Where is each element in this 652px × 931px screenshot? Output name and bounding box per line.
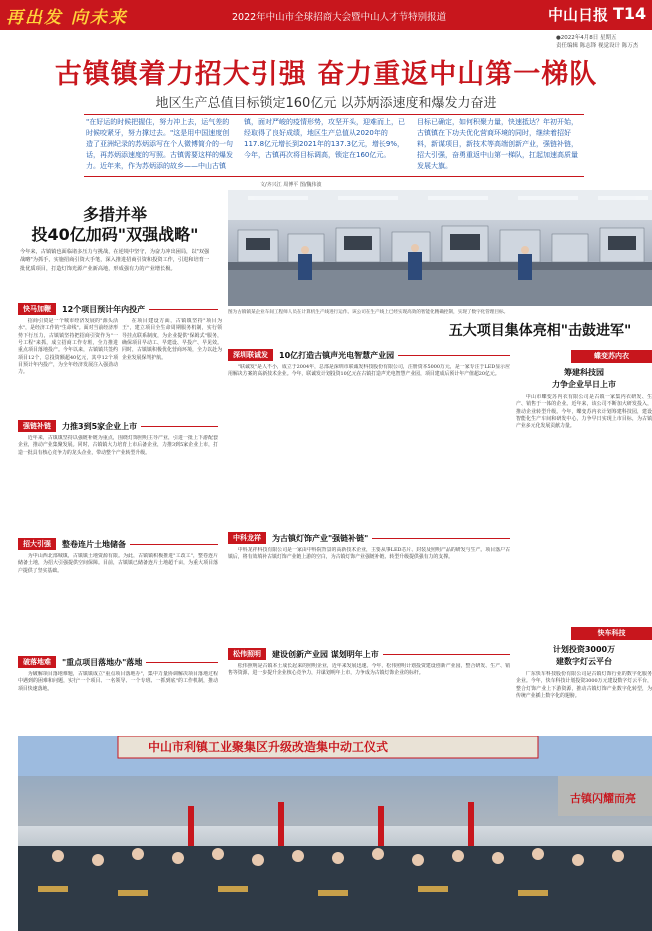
section-1-text: 招商引资是一个城市经济发展的"源头活水"，是经济工作的"生命线"。面对当前经济形势下行压力，古镇镇坚持把招商引资作为"一号工程"来抓，成立招商工作专班，全力推进重点项目落地投产。今年以来，古镇镇共签约项目12个，总投资额超40亿元，其中12个项目预计年内投产，为全年经济发展注入强劲动力。 xyxy=(18,318,118,376)
section-header-3 xyxy=(18,538,218,550)
lede-bottom-rule xyxy=(84,176,584,177)
section-tag: 强链补链 xyxy=(18,420,56,432)
newspaper-logo: 中山日报 xyxy=(548,6,609,24)
section-title: 12个项目预计年内投产 xyxy=(62,304,146,314)
section-tag: 招大引强 xyxy=(18,538,56,550)
right-column-tag-1: 蝶变苏内衣 xyxy=(571,350,652,363)
section-7-text: 松伟照明是古镇本土成长起来的照明企业，近年来发展迅速。今年，松伟照明计划投资建设创新产业园，整合研发、生产、销售等资源，进一步提升企业核心竞争力，并谋划明年上市，力争成为古镇灯饰企业的标杆。 xyxy=(228,663,510,677)
section-6-text: 中科龙祥科技有限公司是一家由中科院背景的高新技术企业，主要从事LED芯片、封装及照明产品的研发与生产。项目落户古镇后，将有效填补古镇灯饰产业链上游的空白，为古镇灯饰产业强链补链、转型升级提供强有力的支撑。 xyxy=(228,547,510,561)
section-tag: 快马加鞭 xyxy=(18,303,56,315)
right-column-heading-2b: 建数字灯云平台 xyxy=(556,657,612,666)
masthead-subtitle: 2022年中山市全球招商大会暨中山人才节特别报道 xyxy=(232,12,447,23)
factory-illustration xyxy=(228,190,652,306)
five-projects-heading: 五大项目集体亮相"击鼓进军" xyxy=(448,323,632,339)
right-column-text-2: 广东快车科技股份有限公司是古镇灯饰行业的数字化服务企业。今年，快车科技计划投资3000万元建设数字灯云平台，整合灯饰产业上下游资源，推动古镇灯饰产业数字化转型，为传统产业插上数字化的翅膀。 xyxy=(516,671,652,700)
section-rule xyxy=(372,538,510,539)
section-rule xyxy=(146,662,218,663)
section-title: 建设创新产业园 谋划明年上市 xyxy=(272,649,379,659)
masthead-slogan: 再出发 向未来 xyxy=(6,8,128,28)
section-header-2 xyxy=(18,420,218,432)
section-rule xyxy=(383,654,510,655)
issue-date: ●2022年4月8日 星期五 xyxy=(556,35,617,41)
right-column-heading-1b: 力争企业早日上市 xyxy=(552,380,616,389)
right-column-text-1: 中山市蝶变苏内衣有限公司是古镇一家集内衣研发、生产、销售于一体的企业。近年来，该公司不断加大研发投入，推动企业转型升级。今年，蝶变苏内衣计划筹建科技园，建设智能化生产车间和研发中心，力争早日实现上市目标，为古镇产业多元化发展贡献力量。 xyxy=(516,394,652,430)
section-rule xyxy=(398,355,510,356)
section-header-6 xyxy=(228,532,510,544)
section-2-text: 近年来，古镇镇坚持以强链补链为重点，围绕灯饰照明主导产业，引进一批上下游配套企业，推动产业集聚发展。同时，古镇镇大力培育上市后备企业，力推3到5家企业上市，打造一批具有核心竞争力的龙头企业，带动整个产业转型升级。 xyxy=(18,435,218,456)
section-header-4 xyxy=(18,656,218,668)
ceremony-photo xyxy=(18,736,652,931)
feature-title-line2: 投40亿加码"双强战略" xyxy=(31,225,199,244)
lede-paragraph-2: 镇，面对严峻的疫情形势，攻坚开头，迎难而上，已经取得了良好成绩，地区生产总值从2020年的117.8亿元增长到2021年的137.3亿元，增长9%，今年，古镇再次将目标调高，锁定在160亿元。 xyxy=(244,118,405,159)
section-4-text: 为破解项目落地难题，古镇镇成立"重点项目落地办"，集中力量协调解决项目落地过程中遇到的困难和问题，实行"一个项目、一名领导、一个专班、一抓到底"的工作机制，推动项目快速落地。 xyxy=(18,671,218,692)
photo-caption: 图为古镇镇某企业车间工程师人员在计算机生产线进行运作。该公司在生产线上已经实现高效的智能化精确控制，实现了数字化管理目标。 xyxy=(228,310,509,315)
page-number: T14 xyxy=(613,4,647,23)
right-column-tag-2: 快车科技 xyxy=(571,627,652,640)
lede-paragraph-3: 目标已确定，如何积聚力量，快速抵达？年初开始，古镇镇在下功夫优化营商环境的同时，继续着招好料，新谋项目，新技术等高端创新产业，强链补链，招大引强，奋勇重返中山第一梯队，扛起加速高质量发展大旗。 xyxy=(417,118,578,170)
ceremony-banner-text-right: 古镇闪耀而亮 xyxy=(570,792,636,805)
section-tag: 松伟照明 xyxy=(228,648,266,660)
section-title: 10亿打造古镇声光电智慧产业园 xyxy=(279,350,395,360)
section-rule xyxy=(149,309,218,310)
feature-lede: 今年来，古镇镇也面临诸多压力与挑战，在逆境中坚守，为奋力冲出困局，以"双强战略"为抓手，实施招商引资大手笔，深入推进招商引资和投资工作，引进和培育一批优质项目，打造灯饰光源产业新高地，形成强有力的产业增长极。 xyxy=(20,249,210,272)
right-column-heading-1a: 筹建科技园 xyxy=(564,368,604,377)
section-header-5 xyxy=(228,349,510,361)
section-3-text: 为中山西北部城镇，古镇镇土地资源有限。为此，古镇镇积极推进"工改工"，整卷连片储备土地，为招大引强提供空间保障。目前，古镇镇已储备连片土地超千亩，为重大项目落户提供了坚实基础。 xyxy=(18,553,218,574)
editor-credit: 责任编辑 陈志锋 视觉设计 陈万杰 xyxy=(556,43,639,49)
section-header-1 xyxy=(18,303,218,315)
section-title: 为古镇灯饰产业"强链补链" xyxy=(272,533,369,543)
section-title: 整卷连片土地储备 xyxy=(62,539,126,549)
photo-credit: 文/齐兴江 周博平 图/魏伟波 xyxy=(260,182,322,188)
ceremony-banner-text: 中山市利镇工业聚集区升级改造集中动工仪式 xyxy=(148,740,389,754)
section-1-text-continued: 在项目建设方面，古镇镇坚持"项目为王"，建立项目全生命周期服务机制，实行领导挂点联系制度，为企业提供"保姆式"服务，确保项目早动工、早建设、早投产、早见效。同时，古镇镇积极优化营商环境，全力以赴为企业发展保驾护航。 xyxy=(122,318,222,361)
page-headline: 古镇镇着力招大引强 奋力重返中山第一梯队 xyxy=(54,59,598,90)
section-tag: 深圳联诚发 xyxy=(228,349,273,361)
section-header-7 xyxy=(228,648,510,660)
factory-photo xyxy=(228,190,652,306)
section-rule xyxy=(130,544,218,545)
lede-top-rule xyxy=(84,114,584,115)
ceremony-illustration xyxy=(18,736,652,931)
section-tag: 中科龙祥 xyxy=(228,532,266,544)
section-5-text: "联诚发"是人不小，成立于2004年，总部是深圳市联诚发科技股份有限公司，注册资本5000万元，是一家专注于LED显示应用解决方案的高新技术企业。今年，联诚发计划投资10亿元在古镇打造声光电智慧产业园，项目建成后预计年产值超20亿元。 xyxy=(228,364,510,378)
right-column-heading-2a: 计划投资3000万 xyxy=(552,645,616,654)
section-tag: 破落地难 xyxy=(18,656,56,668)
section-rule xyxy=(141,426,218,427)
page-subheadline: 地区生产总值目标锁定160亿元 以苏炳添速度和爆发力奋进 xyxy=(155,96,497,111)
section-title: "重点项目落地办"落地 xyxy=(62,657,143,667)
feature-title-line1: 多措并举 xyxy=(82,205,147,224)
section-title: 力推3到5家企业上市 xyxy=(62,421,138,431)
lede-paragraph-1: "在好运的时候把握住，努力冲上去，运气差的时候咬紧牙，努力撑过去。"这是用中国速度创造了亚洲纪录的苏炳添写在个人微博简介的一句话，再苏炳添速度的写照。古镇需要这样的爆发力。近年来，作为苏炳添的故乡——中山古镇 xyxy=(86,118,233,170)
